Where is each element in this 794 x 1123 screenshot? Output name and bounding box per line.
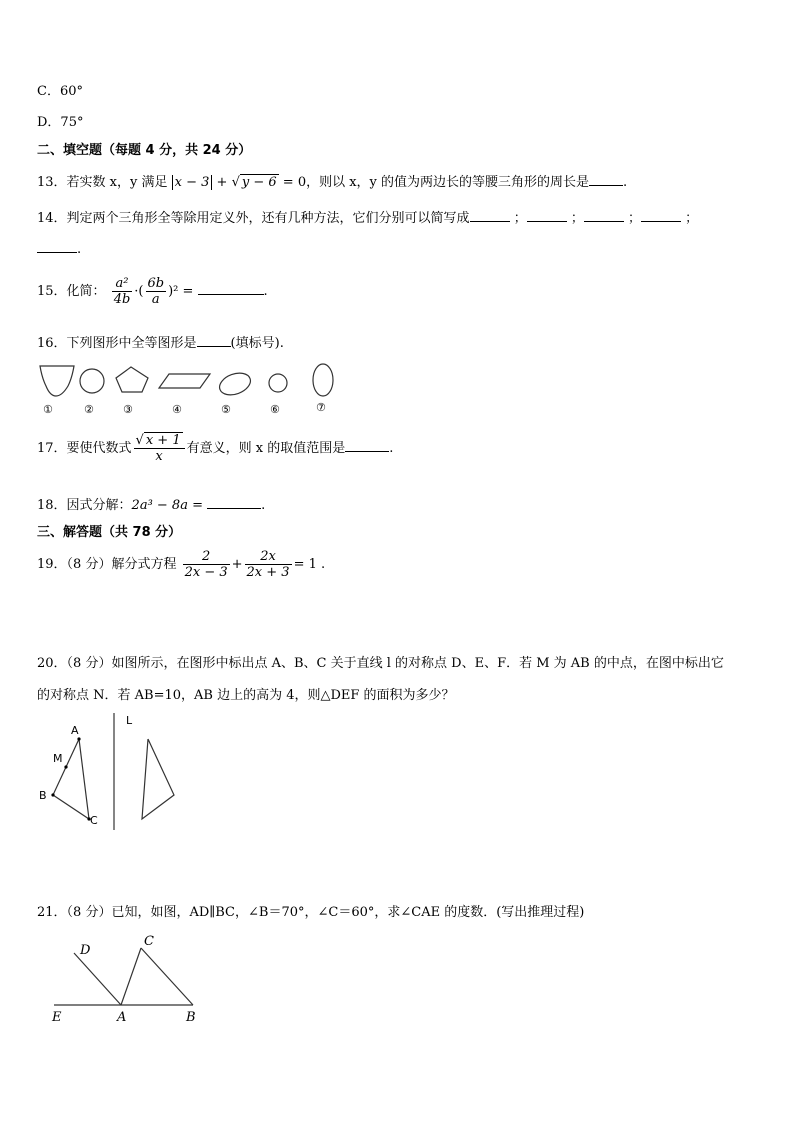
answer-blank[interactable]	[37, 240, 77, 253]
sqrt-expression: y − 6	[241, 175, 277, 190]
question-16: 16．下列图形中全等图形是 (填标号).	[37, 336, 284, 351]
question-13: 13．若实数 x，y 满足 x − 3 + √ y − 6 = 0，则以 x，y 的值为两边长的等腰三角形的周长是 .	[37, 175, 628, 190]
triangle-image	[142, 739, 174, 819]
answer-blank[interactable]	[198, 282, 264, 295]
fraction: $\frac{6b}{a}$	[147, 276, 165, 307]
question-18: 18．因式分解：2a³ − 8a = .	[37, 498, 266, 513]
point-m	[64, 765, 67, 768]
answer-blank[interactable]	[527, 209, 567, 222]
shape-1-cup	[40, 366, 74, 396]
shape-label: ③	[123, 403, 133, 416]
shapes-figure	[36, 362, 346, 418]
sqrt-icon: √	[135, 433, 144, 448]
segment-ad	[74, 953, 121, 1005]
fraction: $\frac{√ x + 1}{x}$	[134, 433, 185, 464]
fraction: $\frac{2}{2x - 3}$	[184, 549, 228, 580]
shape-7-ellipse	[313, 364, 333, 396]
shape-3-pentagon	[116, 367, 148, 392]
fraction: $\frac{\text{a²}}{4b}$	[113, 276, 131, 307]
fraction: $\frac{2x}{2x + 3}$	[246, 549, 290, 580]
shape-label: ⑦	[316, 401, 326, 414]
answer-blank[interactable]	[641, 209, 681, 222]
segment-cb	[141, 948, 193, 1005]
shape-label: ⑤	[221, 403, 231, 416]
answer-blank[interactable]	[197, 334, 231, 347]
label-b: B	[39, 789, 47, 802]
shape-label: ①	[43, 403, 53, 416]
question-21: 21．（8 分）已知，如图，AD∥BC，∠B＝70°，∠C＝60°，求∠CAE 的度数．(写出推理过程)	[37, 905, 585, 920]
label-c: C	[144, 934, 154, 949]
section-title-fill-blank: 二、填空题（每题 4 分，共 24 分）	[37, 143, 252, 158]
shape-6-circle	[269, 374, 287, 392]
shape-5-ellipse	[217, 369, 254, 399]
answer-blank[interactable]	[589, 173, 623, 186]
abs-expression: x − 3	[172, 175, 213, 190]
section-title-solve: 三、解答题（共 78 分）	[37, 525, 182, 540]
label-d: D	[80, 943, 91, 958]
question-14: 14．判定两个三角形全等除用定义外，还有几种方法，它们分别可以简写成 ； ； ； ；	[37, 211, 699, 226]
option-c: C．60°	[37, 84, 83, 99]
point-a	[77, 737, 80, 740]
question-20-line2: 的对称点 N．若 AB=10，AB 边上的高为 4，则△DEF 的面积为多少？	[37, 688, 455, 703]
point-b	[51, 793, 54, 796]
parallel-lines-figure	[36, 930, 216, 1025]
label-e: E	[52, 1010, 62, 1025]
label-m: M	[53, 752, 63, 765]
shape-label: ②	[84, 403, 94, 416]
triangle-abc	[53, 739, 89, 819]
label-l: L	[126, 714, 133, 727]
answer-blank[interactable]	[345, 439, 389, 452]
option-d: D．75°	[37, 115, 84, 130]
shape-label: ⑥	[270, 403, 280, 416]
question-20-line1: 20．（8 分）如图所示，在图形中标出点 A、B、C 关于直线 l 的对称点 D、E、F．若 M 为 AB 的中点，在图中标出它	[37, 656, 724, 671]
segment-ac	[121, 948, 141, 1005]
label-a: A	[117, 1010, 127, 1025]
shape-4-parallelogram	[159, 374, 210, 388]
label-a: A	[71, 724, 79, 737]
answer-blank[interactable]	[470, 209, 510, 222]
label-c: C	[90, 814, 98, 827]
question-17: 17．要使代数式 $\frac{√ x + 1}{x}$ 有意义，则 x 的取值范围是 .	[37, 433, 394, 464]
question-19: 19．（8 分）解分式方程 $\frac{2}{2x - 3}$ + $\frac{2x}{2x + 3}$ = 1 .	[37, 549, 326, 580]
question-15: 15．化简： $\frac{\text{a²}}{4b}$ ·( $\frac{6b}{a}$ )² = .	[37, 276, 268, 307]
sqrt-icon: √	[231, 175, 240, 190]
symmetry-figure	[36, 710, 196, 835]
shape-2-circle	[80, 369, 104, 393]
answer-blank[interactable]	[584, 209, 624, 222]
question-14-cont: .	[37, 240, 81, 258]
answer-blank[interactable]	[207, 496, 261, 509]
label-b: B	[186, 1010, 196, 1025]
shape-label: ④	[172, 403, 182, 416]
